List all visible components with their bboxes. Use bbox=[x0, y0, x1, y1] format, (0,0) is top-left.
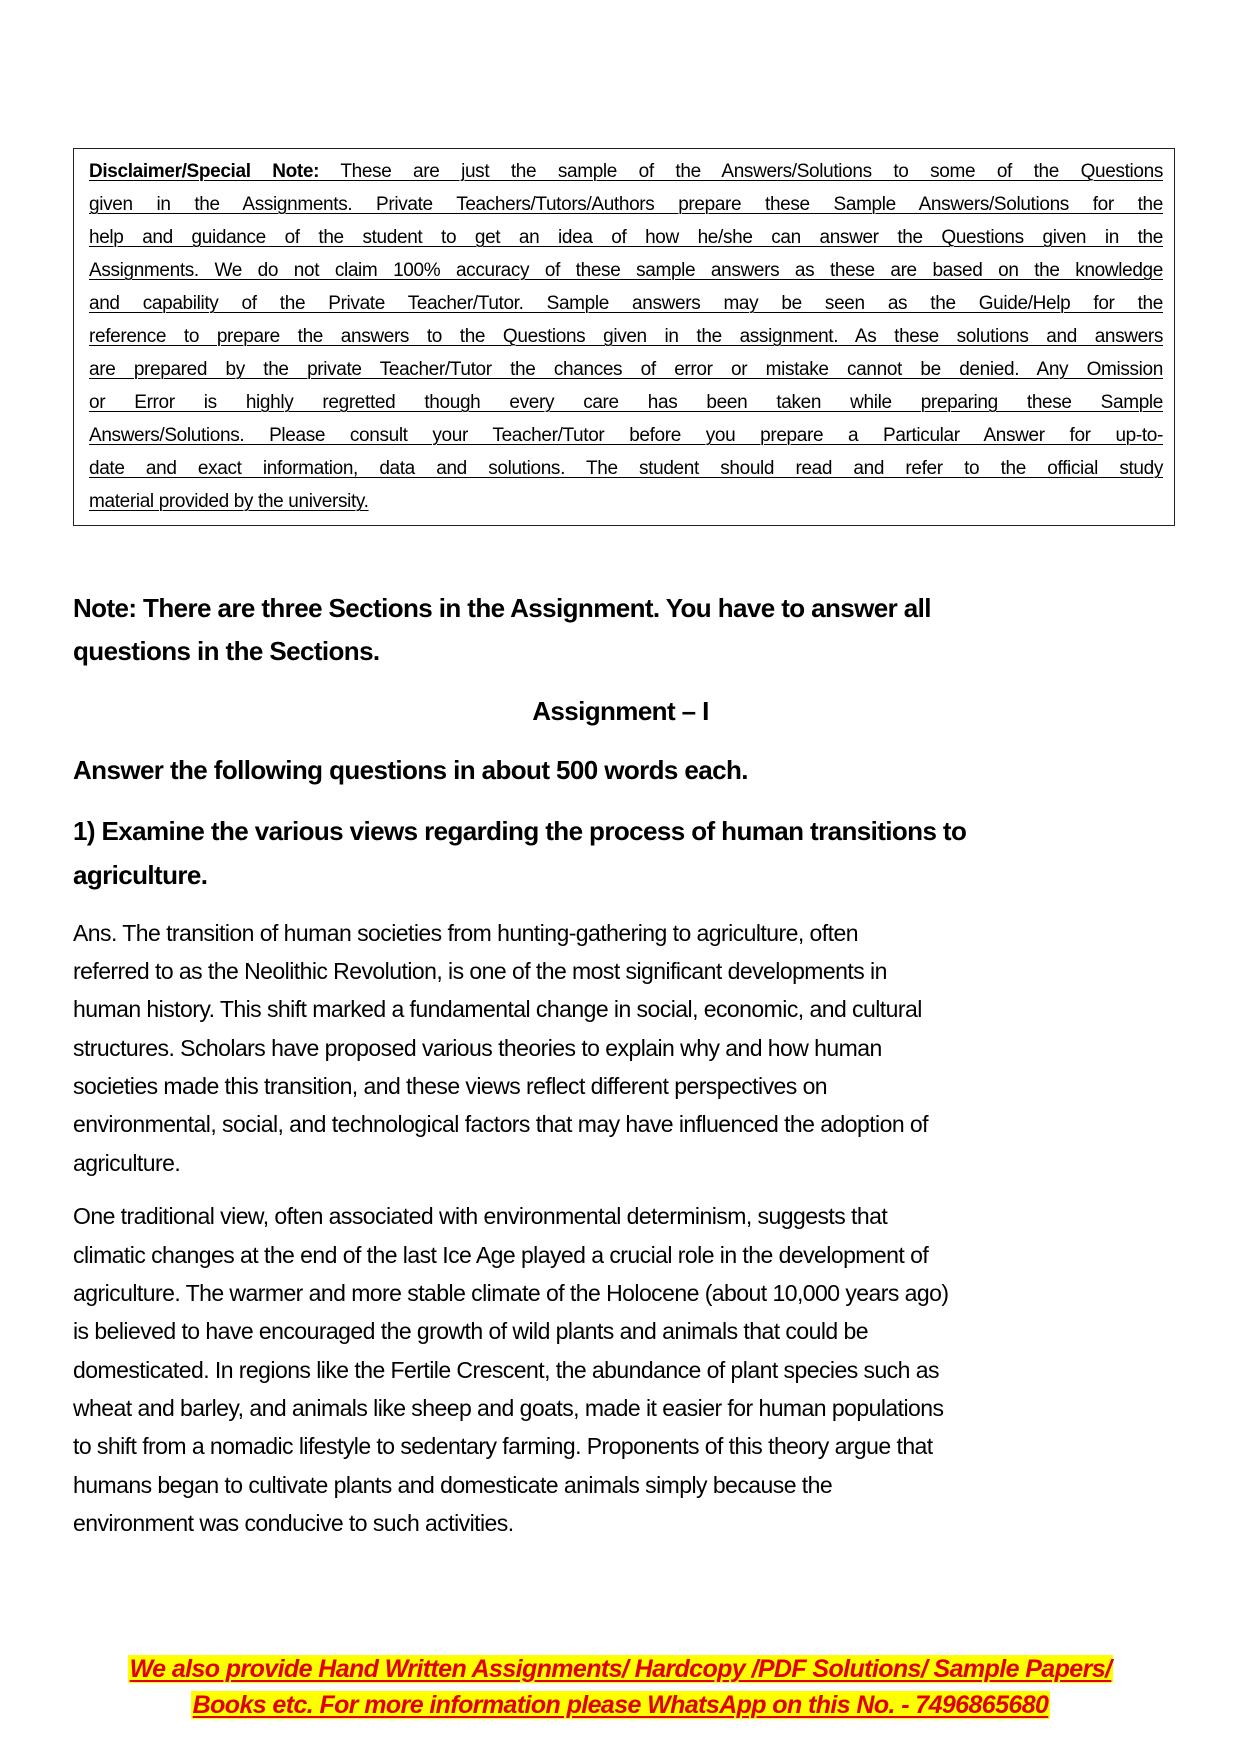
instruction: Answer the following questions in about 500 words each. bbox=[73, 755, 748, 785]
note-line: Note: There are three Sections in the Assignment. You have to answer all bbox=[73, 593, 931, 623]
disclaimer-line: or Error is highly regretted though every care has been taken while preparing these Sample bbox=[89, 392, 1163, 413]
disclaimer-line: are prepared by the private Teacher/Tutor the chances of error or mistake cannot be denied. Any Omission bbox=[89, 359, 1163, 380]
answer-line: environmental, social, and technological factors that may have influenced the adoption of bbox=[73, 1111, 929, 1137]
note-line: questions in the Sections. bbox=[73, 636, 380, 666]
disclaimer-line: date and exact information, data and solutions. The student should read and refer to the official study bbox=[89, 458, 1163, 479]
answer-line: One traditional view, often associated with environmental determinism, suggests that bbox=[73, 1203, 888, 1229]
disclaimer-line: and capability of the Private Teacher/Tutor. Sample answers may be seen as the Guide/Help for the bbox=[89, 293, 1163, 314]
question-line: 1) Examine the various views regarding the process of human transitions to bbox=[73, 816, 967, 846]
answer-line: humans began to cultivate plants and domesticate animals simply because the bbox=[73, 1472, 833, 1498]
disclaimer-line: given in the Assignments. Private Teachers/Tutors/Authors prepare these Sample Answers/Solutions for the bbox=[89, 194, 1163, 215]
disclaimer-line: Disclaimer/Special Note: These are just the sample of the Answers/Solutions to some of the Questions bbox=[89, 161, 1163, 182]
answer-line: Ans. The transition of human societies from hunting-gathering to agriculture, often bbox=[73, 920, 858, 946]
answer-line: human history. This shift marked a fundamental change in social, economic, and cultural bbox=[73, 996, 922, 1022]
promo-line: We also provide Hand Written Assignments/ Hardcopy /PDF Solutions/ Sample Papers/ bbox=[129, 1655, 1112, 1683]
disclaimer-line: Answers/Solutions. Please consult your Teacher/Tutor before you prepare a Particular Answer for up-to- bbox=[89, 425, 1163, 446]
disclaimer-label: Disclaimer/Special Note: bbox=[89, 161, 320, 182]
answer-line: structures. Scholars have proposed various theories to explain why and how human bbox=[73, 1035, 882, 1061]
answer-line: societies made this transition, and these views reflect different perspectives on bbox=[73, 1073, 828, 1099]
answer-line: domesticated. In regions like the Fertile Crescent, the abundance of plant species such as bbox=[73, 1357, 939, 1383]
answer-line: climatic changes at the end of the last Ice Age played a crucial role in the development of bbox=[73, 1242, 929, 1268]
answer-line: agriculture. The warmer and more stable climate of the Holocene (about 10,000 years ago) bbox=[73, 1280, 949, 1306]
answer-line: environment was conducive to such activities. bbox=[73, 1510, 514, 1536]
answer-line: to shift from a nomadic lifestyle to sedentary farming. Proponents of this theory argue that bbox=[73, 1433, 933, 1459]
assignment-title: Assignment – I bbox=[532, 696, 709, 726]
question-line: agriculture. bbox=[73, 860, 208, 890]
disclaimer-line: material provided by the university. bbox=[89, 491, 369, 512]
disclaimer-line: Assignments. We do not claim 100% accuracy of these sample answers as these are based on the knowledge bbox=[89, 260, 1163, 281]
disclaimer-line: reference to prepare the answers to the Questions given in the assignment. As these solutions and answers bbox=[89, 326, 1163, 347]
answer-line: referred to as the Neolithic Revolution, is one of the most significant developments in bbox=[73, 958, 887, 984]
promo-line: Books etc. For more information please WhatsApp on this No. - 7496865680 bbox=[192, 1691, 1049, 1719]
answer-line: wheat and barley, and animals like sheep and goats, made it easier for human populations bbox=[73, 1395, 944, 1421]
answer-line: agriculture. bbox=[73, 1150, 181, 1176]
answer-line: is believed to have encouraged the growth of wild plants and animals that could be bbox=[73, 1318, 868, 1344]
disclaimer-line: help and guidance of the student to get an idea of how he/she can answer the Questions given in the bbox=[89, 227, 1163, 248]
